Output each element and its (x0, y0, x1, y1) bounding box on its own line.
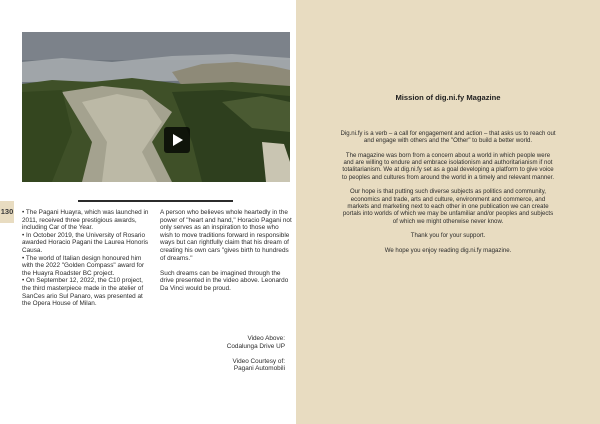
video-above-label: Video Above: (247, 335, 285, 342)
play-icon (173, 134, 183, 146)
bullet-item: • The Pagani Huayra, which was launched in 2011, received three prestigious awards, including Car of the Year. (22, 209, 149, 232)
bullet-item: • In October 2019, the University of Rosario awarded Horacio Pagani the Laurea Honoris Causa. (22, 231, 149, 254)
body-paragraph: A person who believes whole heartedly in the power of "heart and hand," Horacio Pagani not only serves as an inspiration to those who wish to move traditions forward in responsible ways but can rightfully claim that his dream of creating his own cars "gives birth to hundreds of dreams." (160, 209, 292, 262)
mission-paragraph: Dig.ni.fy is a verb – a call for engagement and action – that asks us to reach out and engage with others and the "Other" to build a better world. (340, 130, 556, 145)
bullet-item: • The world of Italian design honoured him with the 2022 "Golden Compass" award for the Huayra Roadster BC project. (22, 254, 145, 277)
page-number: 130 (0, 201, 14, 223)
play-button[interactable] (164, 127, 190, 153)
mission-body (340, 130, 556, 261)
video-above-value: Codalunga Drive UP (226, 342, 285, 350)
left-text-column (22, 209, 150, 308)
body-paragraph: Such dreams can be imagined through the drive presented in the video above. Leonardo Da Vinci would be proud. (160, 269, 289, 292)
mission-paragraph: Thank you for your support. (410, 232, 486, 240)
divider-rule (78, 200, 233, 202)
mission-paragraph: The magazine was born from a concern about a world in which people were and are willing to endure and embrace isolationism and authoritarianism if not totalitarianism. We at dig.ni.fy set as a goal developing a platform to give voice to peoples and cultures from around the world in a timely and relevant manner. (341, 151, 555, 181)
video-player[interactable] (22, 32, 290, 182)
mission-paragraph: Our hope is that putting such diverse subjects as politics and community, economics and trade, arts and culture, environment and commerce, and markets and marketing next to each other in one publication we can create portals into worlds of which we may be unfamiliar and/or peoples and subjects of which we might otherwise never know. (342, 188, 554, 225)
mission-paragraph: We hope you enjoy reading dig.ni.fy magazine. (384, 246, 512, 254)
right-text-column (160, 209, 292, 300)
video-courtesy-label: Video Courtesy of: (232, 357, 285, 365)
video-thumbnail (22, 32, 290, 182)
video-credits (200, 335, 285, 381)
mission-title: Mission of dig.ni.fy Magazine (395, 93, 501, 102)
bullet-item: • On September 12, 2022, the C10 project, the third masterpiece made in the atelier of SanCes ario Sul Panaro, was presented at the Opera House of Milan. (22, 277, 144, 308)
video-courtesy-value: Pagani Automobili (233, 365, 285, 373)
